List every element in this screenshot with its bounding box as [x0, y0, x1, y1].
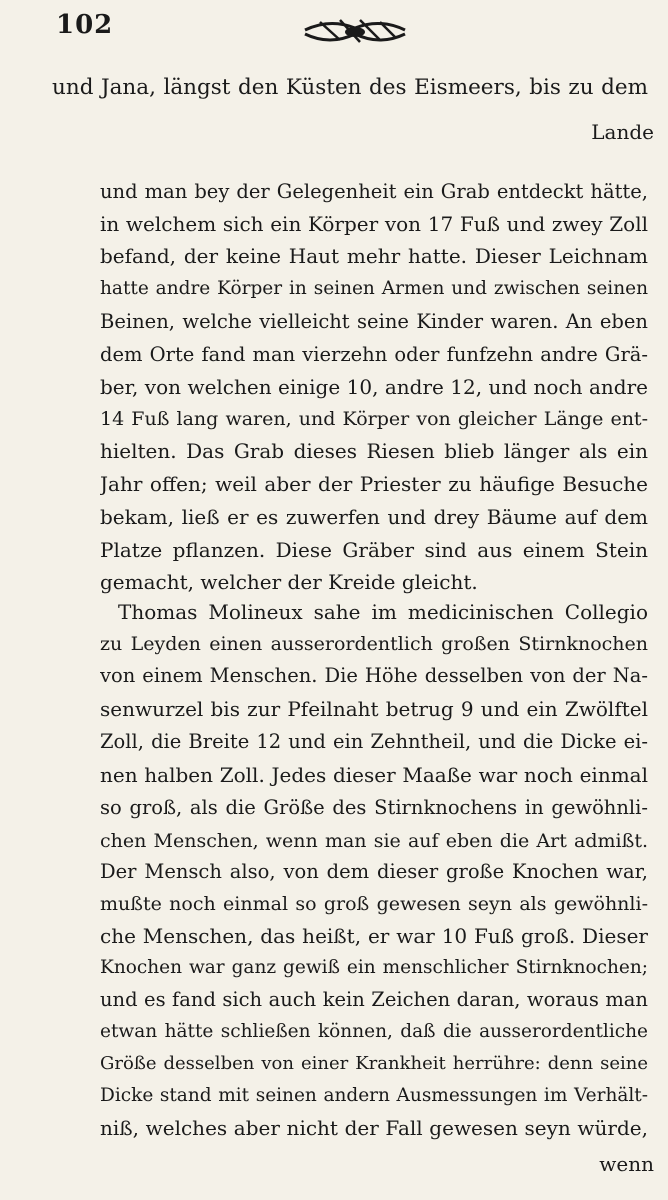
text-line: Jahr offen; weil aber der Priester zu häufige Besuche [100, 472, 648, 496]
text-line: etwan hätte schließen können, daß die ausserordentliche [100, 1021, 648, 1042]
text-line: von einem Menschen. Die Höhe desselben von der Na- [100, 664, 648, 687]
text-line: niß, welches aber nicht der Fall gewesen seyn würde, [100, 1116, 648, 1140]
text-line: bekam, ließ er es zuwerfen und drey Bäume auf dem [100, 505, 648, 529]
text-line: Größe desselben von einer Krankheit herrühre: denn seine [100, 1053, 648, 1074]
first-line: und Jana, längst den Küsten des Eismeers, bis zu dem [52, 75, 648, 100]
text-line: und man bey der Gelegenheit ein Grab entdeckt hätte, [100, 180, 648, 203]
text-line: hatte andre Körper in seinen Armen und zwischen seinen [100, 278, 648, 299]
text-line: hielten. Das Grab dieses Riesen blieb länger als ein [100, 439, 648, 463]
text-line: chen Menschen, wenn man sie auf eben die Art admißt. [100, 830, 648, 852]
catchword-top: Lande [591, 120, 654, 144]
text-line: in welchem sich ein Körper von 17 Fuß und zwey Zoll [100, 212, 648, 236]
text-line: mußte noch einmal so groß gewesen seyn als gewöhnli- [100, 893, 648, 915]
text-line: Zoll, die Breite 12 und ein Zehntheil, und die Dicke ei- [100, 730, 648, 753]
catchword-bottom: wenn [599, 1152, 654, 1176]
text-line: befand, der keine Haut mehr hatte. Dieser Leichnam [100, 244, 648, 268]
text-line: ber, von welchen einige 10, andre 12, und noch andre [100, 375, 648, 399]
text-line: Beinen, welche vielleicht seine Kinder waren. An eben [100, 310, 648, 333]
text-line: nen halben Zoll. Jedes dieser Maaße war noch einmal [100, 763, 648, 787]
text-line: senwurzel bis zur Pfeilnaht betrug 9 und ein Zwölftel [100, 697, 648, 721]
text-line: dem Orte fand man vierzehn oder funfzehn andre Grä- [100, 343, 648, 366]
text-line: gemacht, welcher der Kreide gleicht. [100, 570, 478, 594]
text-line: so groß, als die Größe des Stirnknochens in gewöhnli- [100, 796, 648, 819]
text-line: zu Leyden einen ausserordentlich großen Stirnknochen [100, 633, 648, 655]
text-line: und es fand sich auch kein Zeichen daran, woraus man [100, 988, 648, 1011]
text-line: Thomas Molineux sahe im medicinischen Collegio [118, 600, 648, 624]
text-line: Knochen war ganz gewiß ein menschlicher Stirnknochen; [100, 957, 648, 978]
text-line: Der Mensch also, von dem dieser große Knochen war, [100, 860, 648, 883]
text-line: Dicke stand mit seinen andern Ausmessungen im Verhält- [100, 1085, 648, 1106]
page-number: 102 [56, 10, 114, 40]
text-line: che Menschen, das heißt, er war 10 Fuß groß. Dieser [100, 924, 648, 948]
text-line: Platze pflanzen. Diese Gräber sind aus einem Stein [100, 538, 648, 562]
text-line: 14 Fuß lang waren, und Körper von gleicher Länge ent- [100, 408, 648, 430]
decorative-wheat-ornament-icon [300, 12, 410, 48]
